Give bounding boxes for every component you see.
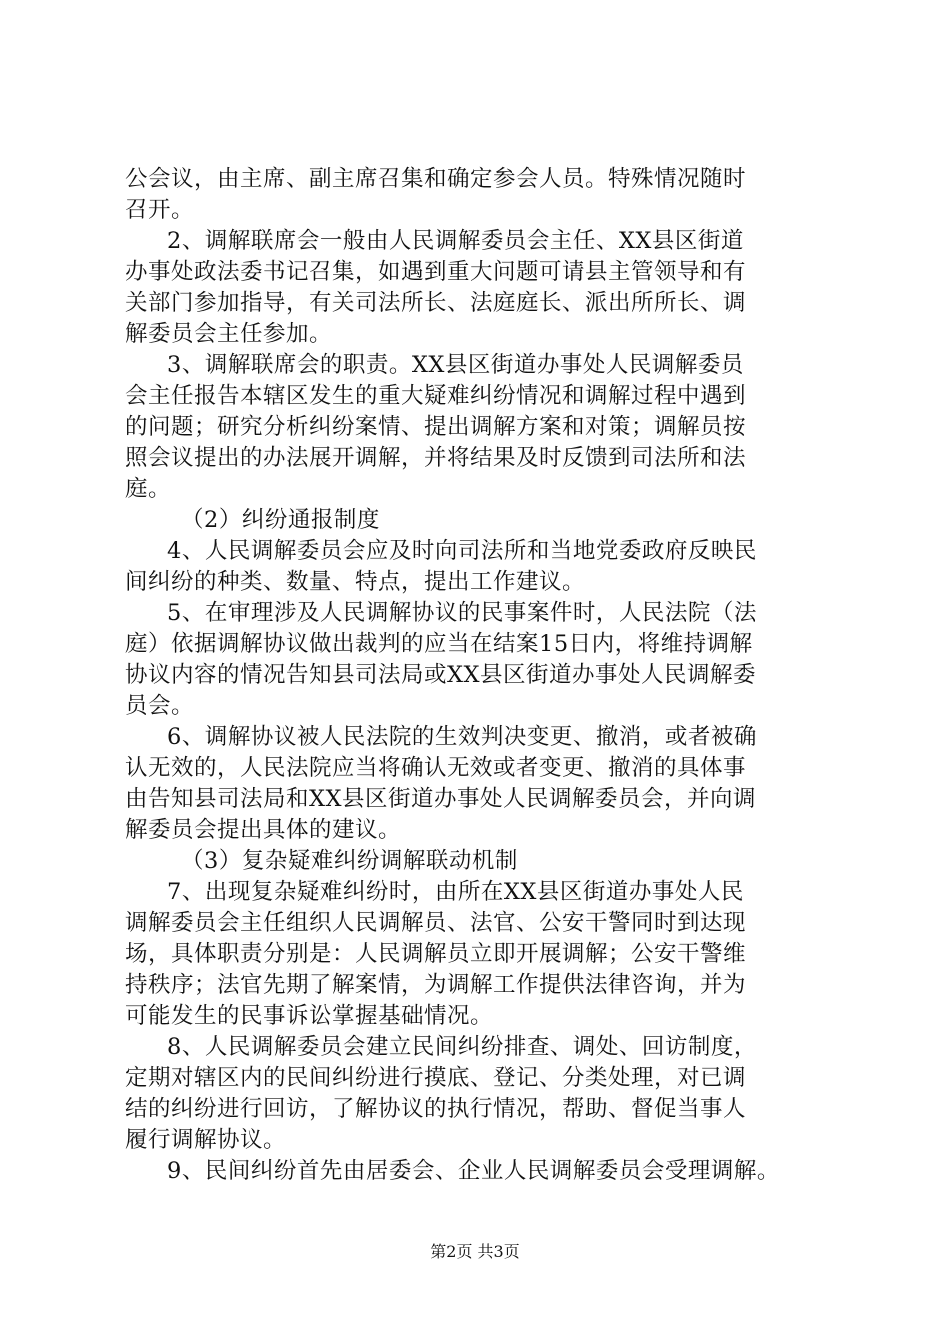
text-line: 公会议，由主席、副主席召集和确定参会人员。特殊情况随时	[125, 166, 747, 192]
text-line: 8、人民调解委员会建立民间纠纷排查、调处、回访制度，	[167, 1034, 757, 1060]
text-line: 调解委员会主任组织人民调解员、法官、公安干警同时到达现	[125, 910, 747, 936]
text-line: 解委员会主任参加。	[125, 321, 333, 347]
text-line: 庭）依据调解协议做出裁判的应当在结案15日内，将维持调解	[125, 631, 753, 657]
text-line: 4、人民调解委员会应及时向司法所和当地党委政府反映民	[167, 538, 757, 564]
text-line: 庭。	[125, 476, 172, 502]
section-heading: （3）复杂疑难纠纷调解联动机制	[181, 848, 518, 874]
text-line: 协议内容的情况告知县司法局或XX县区街道办事处人民调解委	[125, 662, 757, 688]
text-line: 9、民间纠纷首先由居委会、企业人民调解委员会受理调解。	[167, 1158, 780, 1184]
text-line: 2、调解联席会一般由人民调解委员会主任、XX县区街道	[167, 228, 744, 254]
text-line: 由告知县司法局和XX县区街道办事处人民调解委员会，并向调	[125, 786, 757, 812]
text-line: 履行调解协议。	[125, 1127, 287, 1153]
text-line: 的问题；研究分析纠纷案情、提出调解方案和对策；调解员按	[125, 414, 747, 440]
page-number-footer: 第2页 共3页	[430, 1242, 520, 1261]
text-line: 间纠纷的种类、数量、特点，提出工作建议。	[125, 569, 586, 595]
text-line: 认无效的，人民法院应当将确认无效或者变更、撤消的具体事	[125, 755, 747, 781]
text-line: 场，具体职责分别是：人民调解员立即开展调解；公安干警维	[125, 941, 747, 967]
text-line: 定期对辖区内的民间纠纷进行摸底、登记、分类处理，对已调	[125, 1065, 747, 1091]
text-line: 办事处政法委书记召集，如遇到重大问题可请县主管领导和有	[125, 259, 747, 285]
text-line: 关部门参加指导，有关司法所长、法庭庭长、派出所所长、调	[125, 290, 747, 316]
text-line: 会主任报告本辖区发生的重大疑难纠纷情况和调解过程中遇到	[125, 383, 747, 409]
text-line: 照会议提出的办法展开调解，并将结果及时反馈到司法所和法	[125, 445, 747, 471]
section-heading: （2）纠纷通报制度	[181, 507, 380, 533]
text-line: 3、调解联席会的职责。XX县区街道办事处人民调解委员	[167, 352, 744, 378]
text-line: 可能发生的民事诉讼掌握基础情况。	[125, 1003, 494, 1029]
text-line: 6、调解协议被人民法院的生效判决变更、撤消，或者被确	[167, 724, 757, 750]
text-line: 员会。	[125, 693, 195, 719]
text-line: 7、出现复杂疑难纠纷时，由所在XX县区街道办事处人民	[167, 879, 744, 905]
text-line: 5、在审理涉及人民调解协议的民事案件时，人民法院（法	[167, 600, 757, 626]
text-line: 持秩序；法官先期了解案情，为调解工作提供法律咨询，并为	[125, 972, 747, 998]
text-line: 召开。	[125, 197, 195, 223]
text-line: 解委员会提出具体的建议。	[125, 817, 402, 843]
document-body	[125, 164, 837, 1187]
text-line: 结的纠纷进行回访，了解协议的执行情况，帮助、督促当事人	[125, 1096, 747, 1122]
